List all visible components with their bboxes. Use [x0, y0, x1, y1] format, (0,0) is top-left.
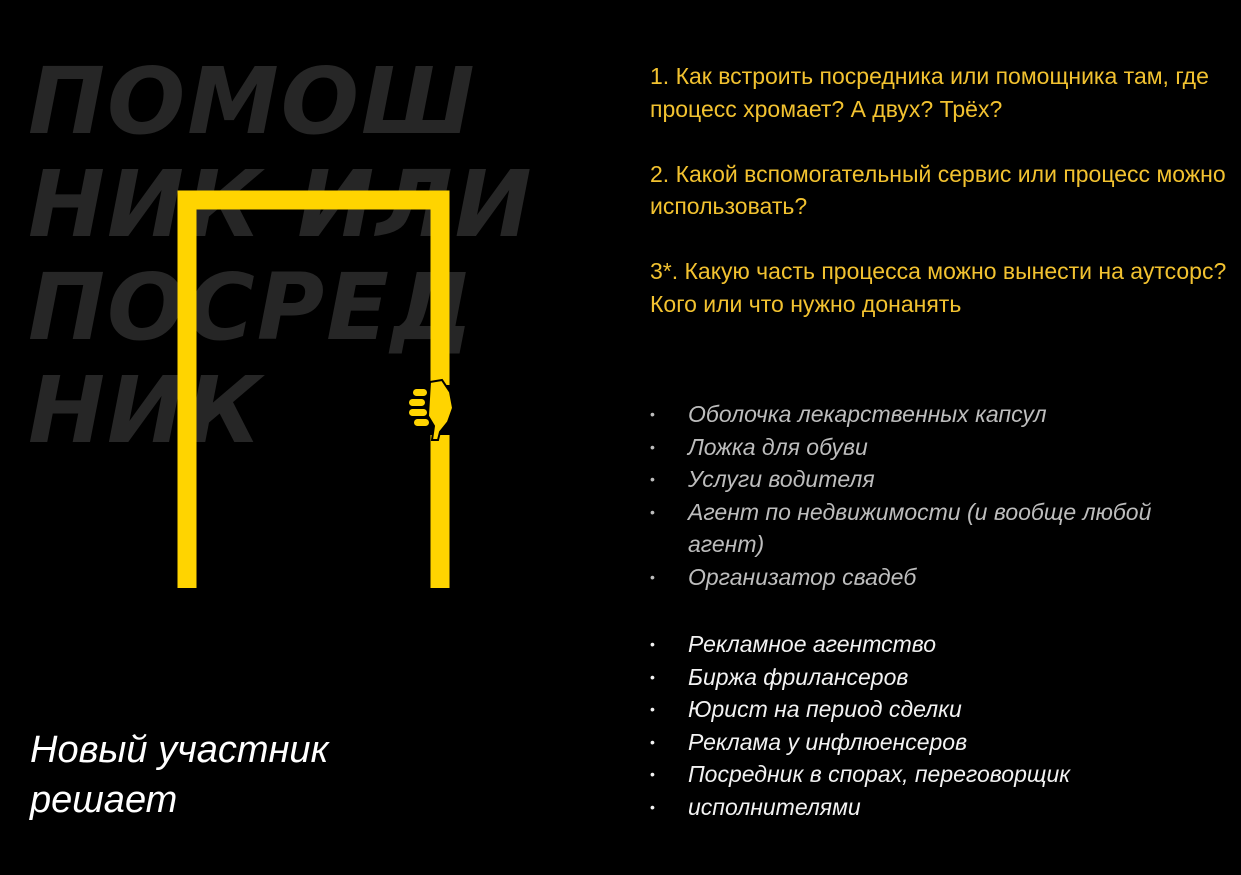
examples-list-1 — [650, 398, 1170, 594]
doorframe-icon — [187, 200, 440, 588]
question-2: 2. Какой вспомогательный сервис или процесс можно использовать? — [650, 160, 1226, 219]
background-title-line: ПОМОШ — [28, 48, 477, 155]
list-item: • Посредник в спорах, переговорщик — [650, 758, 1170, 791]
list-item: • Оболочка лекарственных капсул — [650, 398, 1170, 431]
doorframe-with-hand-icon — [150, 170, 480, 610]
question-1: 1. Как встроить посредника или помощника там, где процесс хромает? А двух? Трёх? — [650, 63, 1209, 122]
examples-list-2 — [650, 628, 1170, 824]
list-item: • Биржа фрилансеров — [650, 661, 1170, 694]
background-title-line: НИК ИЛИ — [28, 151, 534, 258]
list-item: • исполнителями — [650, 791, 1170, 824]
questions-block — [650, 60, 1230, 353]
background-title-line: НИК — [28, 357, 264, 464]
list-item: • Услуги водителя — [650, 463, 1170, 496]
hand-icon — [408, 380, 453, 440]
subtitle: Новый участник решает — [30, 729, 329, 821]
list-item: • Агент по недвижимости (и вообще любой агент) — [650, 496, 1170, 561]
list-item: • Юрист на период сделки — [650, 693, 1170, 726]
question-3: 3*. Какую часть процесса можно вынести на аутсорс? Кого или что нужно донанять — [650, 258, 1227, 317]
list-item: • Реклама у инфлюенсеров — [650, 726, 1170, 759]
list-item: • Рекламное агентство — [650, 628, 1170, 661]
list-item: • Ложка для обуви — [650, 431, 1170, 464]
list-item: • Организатор свадеб — [650, 561, 1170, 594]
background-title-line: ПОСРЕД — [28, 254, 475, 361]
